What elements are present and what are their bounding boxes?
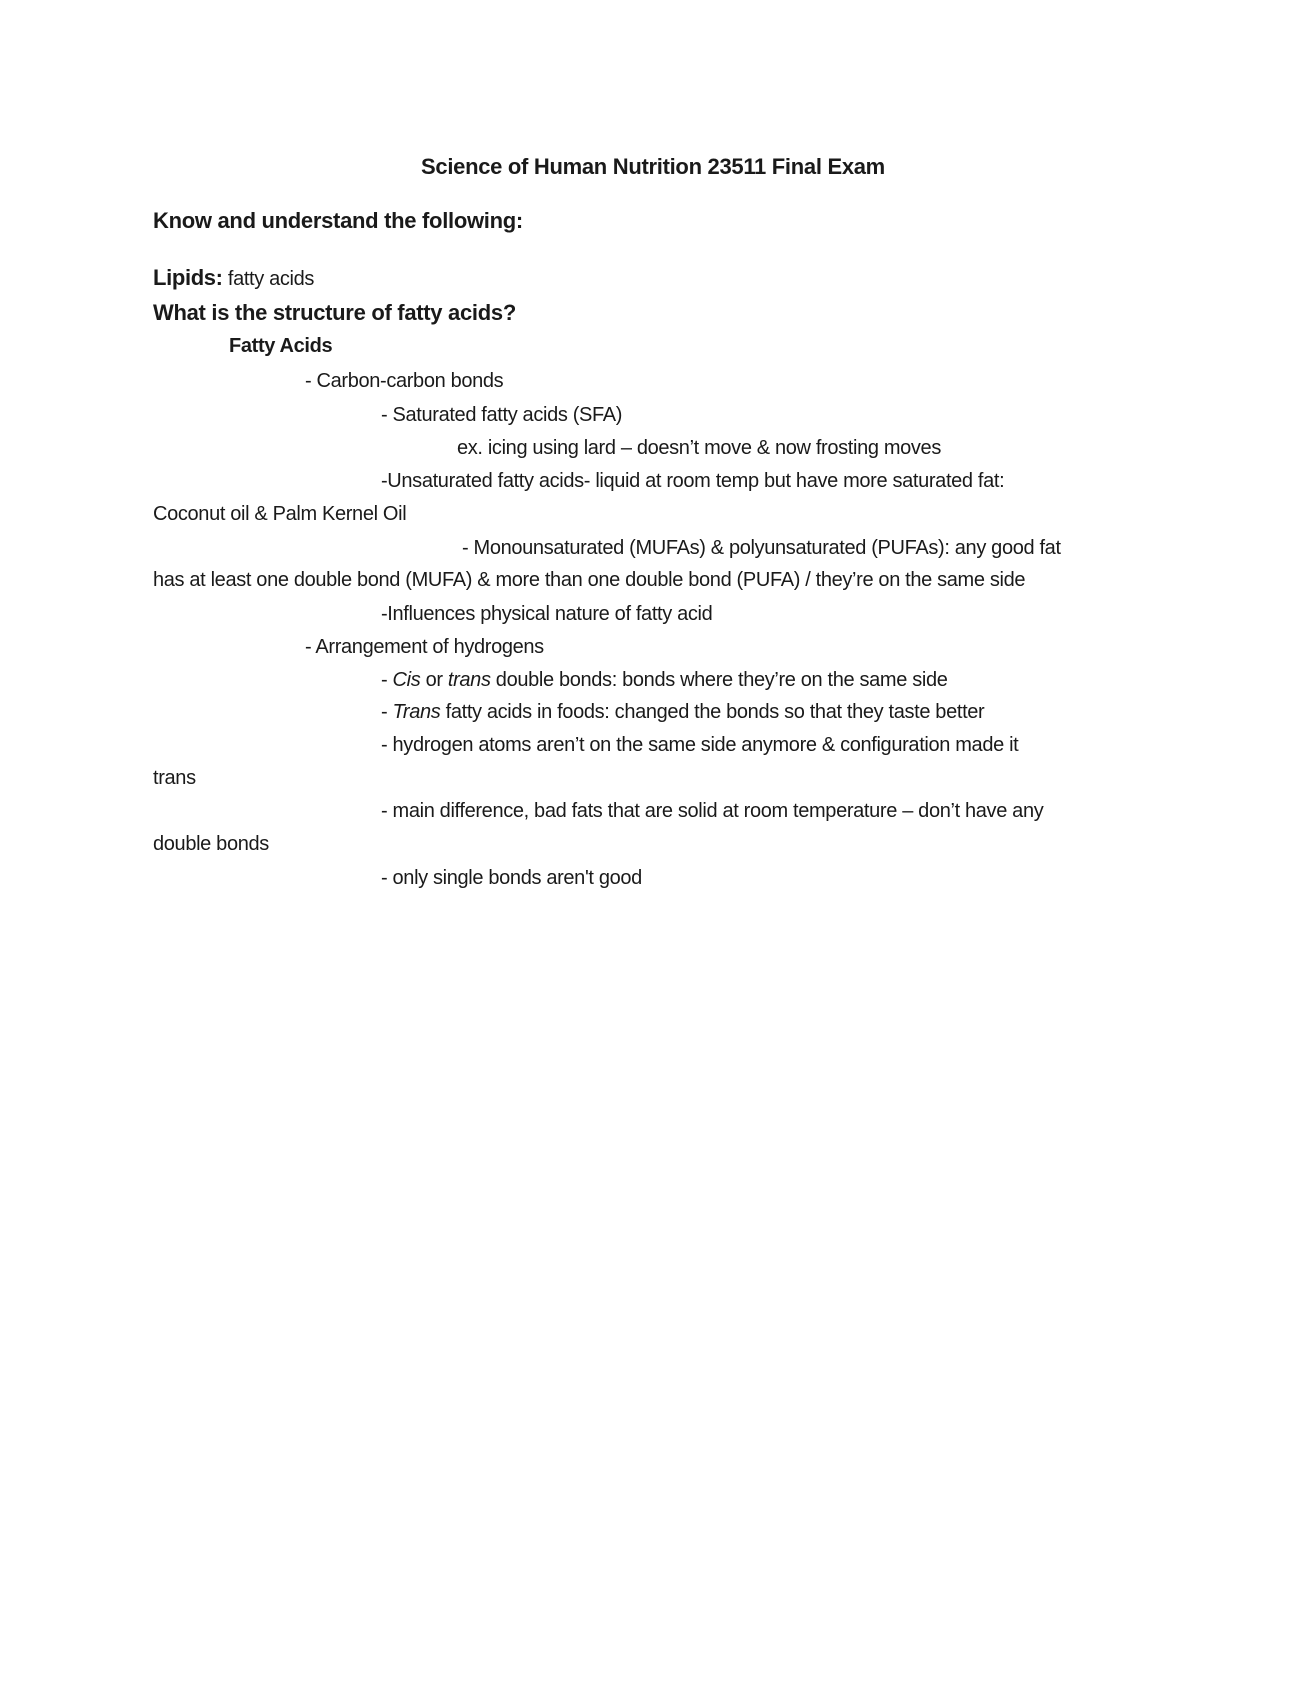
hydrogens-line: - Arrangement of hydrogens	[305, 636, 544, 658]
influences-line: -Influences physical nature of fatty acid	[381, 603, 713, 625]
mono-poly-line: - Monounsaturated (MUFAs) & polyunsaturated (PUFAs): any good fat	[462, 537, 1061, 559]
carbon-bonds-line: - Carbon-carbon bonds	[305, 370, 504, 392]
main-difference-line-cont: double bonds	[153, 833, 269, 855]
trans-foods-line	[381, 700, 984, 724]
lipids-line	[153, 266, 314, 291]
know-heading: Know and understand the following:	[153, 208, 523, 233]
cis-word: Cis	[392, 669, 421, 691]
unsaturated-line-cont: Coconut oil & Palm Kernel Oil	[153, 503, 407, 525]
cis-dash: -	[381, 669, 393, 691]
icing-example-line: ex. icing using lard – doesn’t move & now frosting moves	[457, 437, 941, 459]
fatty-acids-heading: Fatty Acids	[229, 335, 333, 357]
unsaturated-line: -Unsaturated fatty acids- liquid at room temp but have more saturated fat:	[381, 470, 1005, 492]
trans-word: trans	[447, 669, 491, 691]
hydrogen-atoms-line: - hydrogen atoms aren’t on the same side anymore & configuration made it	[381, 734, 1019, 756]
lipids-text: fatty acids	[222, 268, 315, 290]
structure-question: What is the structure of fatty acids?	[153, 300, 516, 325]
hydrogen-atoms-line-cont: trans	[153, 767, 196, 789]
cis-or: or	[420, 669, 448, 691]
single-bonds-line: - only single bonds aren't good	[381, 867, 642, 889]
mono-poly-line-cont: has at least one double bond (MUFA) & more than one double bond (PUFA) / they’re on the same side	[153, 569, 1026, 591]
document-title: Science of Human Nutrition 23511 Final Exam	[421, 154, 885, 179]
lipids-label: Lipids:	[153, 265, 223, 290]
trans-dash: -	[381, 701, 393, 723]
cis-rest: double bonds: bonds where they’re on the same side	[490, 669, 948, 691]
trans-rest: fatty acids in foods: changed the bonds so that they taste better	[440, 701, 985, 723]
trans-word-2: Trans	[392, 701, 441, 723]
main-difference-line: - main difference, bad fats that are solid at room temperature – don’t have any	[381, 800, 1044, 822]
sfa-line: - Saturated fatty acids (SFA)	[381, 404, 623, 426]
cis-trans-line	[381, 668, 948, 692]
